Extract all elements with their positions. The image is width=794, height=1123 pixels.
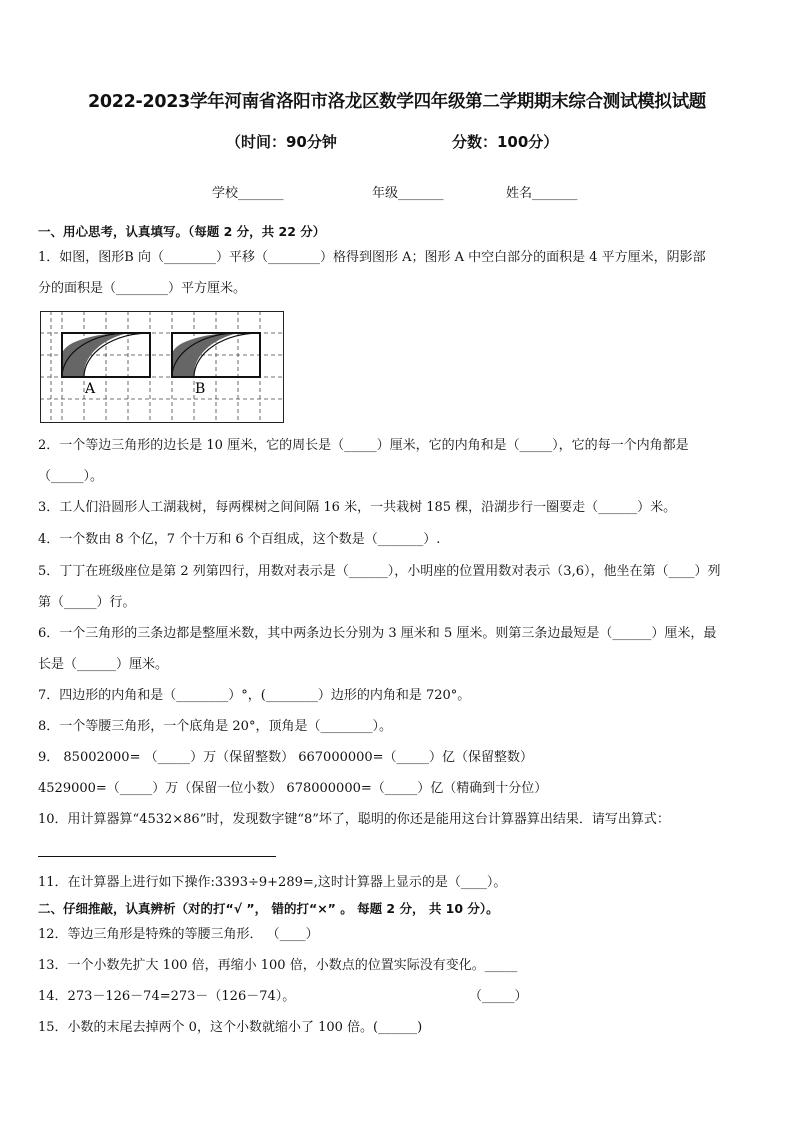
question-14 (38, 987, 758, 1007)
question-14-blank[interactable]: （_____） (469, 989, 528, 1004)
grade-field[interactable]: 年级_______ (372, 186, 444, 201)
name-field[interactable]: 姓名_______ (506, 186, 578, 201)
question-15: 15．小数的末尾去掉两个 0，这个小数就缩小了 100 倍。(______) (38, 1020, 423, 1035)
question-5-line-2: 第（_____）行。 (38, 595, 136, 610)
section-2-heading: 二、仔细推敲，认真辨析（对的打“√ ”， 错的打“×” 。 每题 2 分， 共 10 分）。 (38, 901, 499, 916)
question-13: 13．一个小数先扩大 100 倍，再缩小 100 倍，小数点的位置实际没有变化。_____ (38, 958, 518, 973)
exam-score: 分数：100分） (452, 133, 559, 151)
question-11: 11．在计算器上进行如下操作:3393÷9+289=,这时计算器上显示的是（____）。 (38, 875, 507, 890)
label-b: B (195, 381, 206, 397)
question-3: 3．工人们沿圆形人工湖栽树，每两棵树之间间隔 16 米，一共栽树 185 棵，沿湖步行一圈要走（______）米。 (38, 500, 677, 515)
question-5-line-1: 5．丁丁在班级座位是第 2 列第四行，用数对表示是（______），小明座的位置用数对表示（3,6），他坐在第（____）列 (38, 564, 721, 579)
question-10: 10．用计算器算“4532×86”时，发现数字键“8”坏了，聪明的你还是能用这台计算器算出结果．请写出算式： (38, 812, 670, 827)
question-6-line-1: 6．一个三角形的三条边都是整厘米数，其中两条边长分别为 3 厘米和 5 厘米。则第三条边最短是（______）厘米，最 (38, 626, 717, 641)
answer-line[interactable] (38, 856, 276, 857)
question-6-line-2: 长是（______）厘米。 (38, 657, 169, 672)
question-9-line-2: 4529000=（_____）万（保留一位小数） 678000000=（_____）亿（精确到十分位） (38, 781, 548, 796)
question-7: 7．四边形的内角和是（________）°，(________）边形的内角和是 720°。 (38, 688, 471, 703)
question-2-line-2: （_____）。 (38, 469, 104, 484)
exam-title: 2022-2023学年河南省洛阳市洛龙区数学四年级第二学期期末综合测试模拟试题 (88, 92, 706, 112)
exam-time: （时间：90分钟 (226, 133, 337, 151)
question-8: 8．一个等腰三角形，一个底角是 20°，顶角是（________）。 (38, 719, 392, 734)
school-field[interactable]: 学校_______ (212, 186, 284, 201)
label-a: A (85, 381, 96, 397)
grid-figure (40, 311, 284, 427)
question-2-line-1: 2．一个等边三角形的边长是 10 厘米，它的周长是（_____）厘米，它的内角和是（_____），它的每一个内角都是 (38, 438, 689, 453)
question-9-line-1: 9． 85002000= （_____）万（保留整数） 667000000=（_____）亿（保留整数） (38, 750, 534, 765)
question-1-line-1: 1．如图，图形B 向（________）平移（________）格得到图形 A；图形 A 中空白部分的面积是 4 平方厘米，阴影部 (38, 250, 706, 265)
question-14-text: 14．273－126－74=273－（126－74）。 (38, 989, 296, 1004)
section-1-heading: 一、用心思考，认真填写。（每题 2 分，共 22 分） (38, 224, 326, 239)
question-12: 12．等边三角形是特殊的等腰三角形． （____） (38, 927, 319, 942)
question-4: 4．一个数由 8 个亿，7 个十万和 6 个百组成，这个数是（_______）. (38, 532, 441, 547)
question-1-line-2: 分的面积是（________）平方厘米。 (38, 281, 247, 296)
